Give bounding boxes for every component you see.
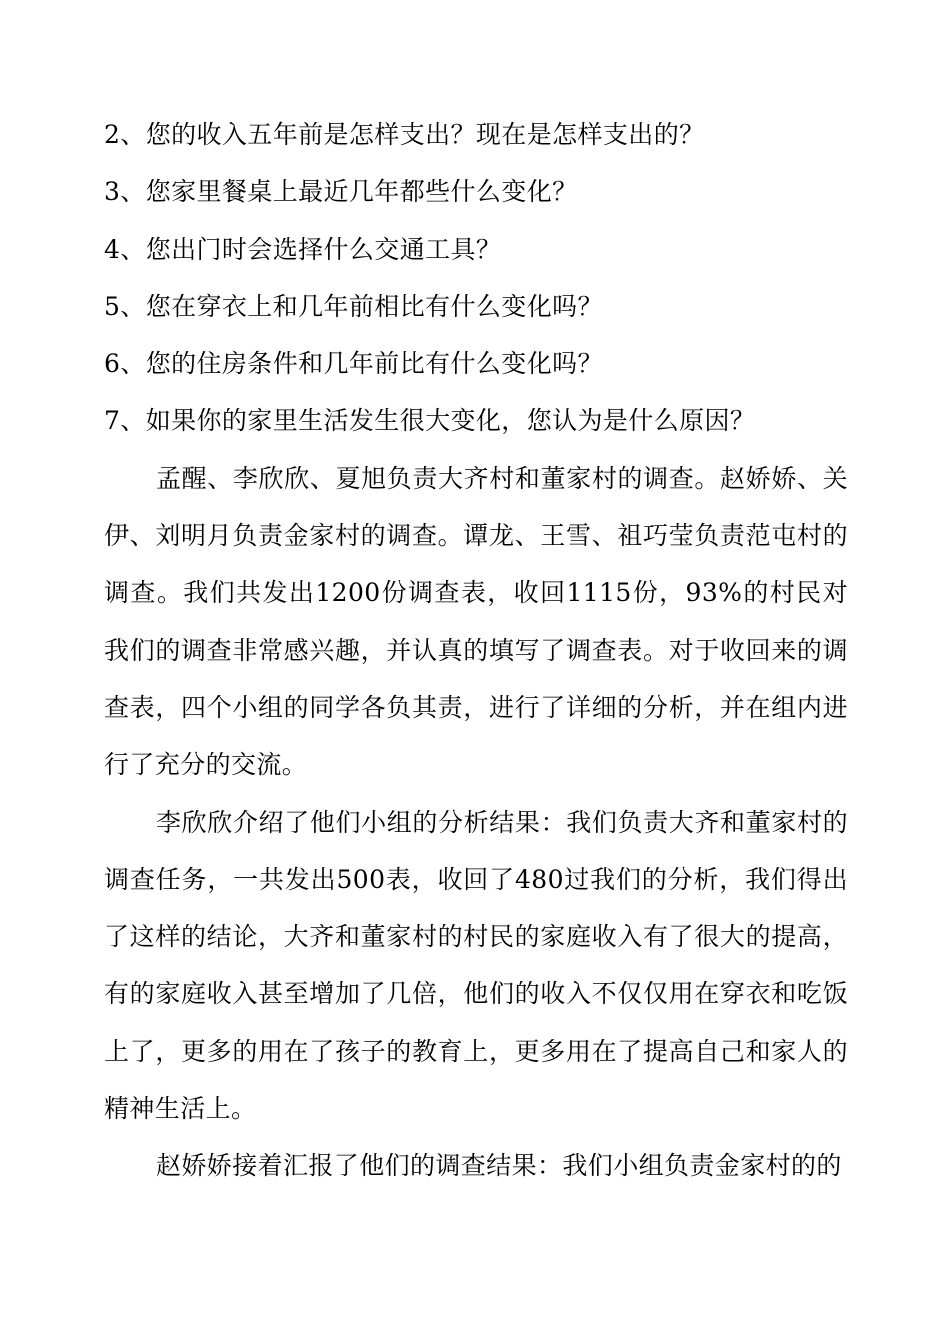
document-body <box>104 106 848 1195</box>
survey-question-2: 2、您的收入五年前是怎样支出？现在是怎样支出的？ <box>104 120 705 149</box>
survey-question-3: 3、您家里餐桌上最近几年都些什么变化？ <box>104 177 578 207</box>
paragraph-lixinxin-report: 李欣欣介绍了他们小组的分析结果：我们负责大齐和董家村的调查任务，一共发出500表，收回了480过我们的分析，我们得出了这样的结论，大齐和董家村的村民的家庭收入有了很大的提高，有的家庭收入甚至增加了几倍，他们的收入不仅仅用在穿衣和吃饭上了，更多的用在了孩子的教育上，更多用在了提高自己和家人的精神生活上。 <box>104 807 848 1124</box>
paragraph-zhaojiaojiao-report: 赵娇娇接着汇报了他们的调查结果：我们小组负责金家村的的 <box>156 1151 842 1181</box>
survey-question-6: 6、您的住房条件和几年前比有什么变化吗？ <box>104 349 603 379</box>
survey-question-7: 7、如果你的家里生活发生很大变化，您认为是什么原因？ <box>104 406 756 436</box>
survey-question-5: 5、您在穿衣上和几年前相比有什么变化吗？ <box>104 291 603 321</box>
survey-question-4: 4、您出门时会选择什么交通工具？ <box>104 234 502 264</box>
paragraph-survey-assignment: 孟醒、李欣欣、夏旭负责大齐村和董家村的调查。赵娇娇、关伊、刘明月负责金家村的调查。谭龙、王雪、祖巧莹负责范屯村的调查。我们共发出1200份调查表，收回1115份，93%的村民对我们的调查非常感兴趣，并认真的填写了调查表。对于收回来的调查表，四个小组的同学各负其责，进行了详细的分析，并在组内进行了充分的交流。 <box>104 463 848 780</box>
